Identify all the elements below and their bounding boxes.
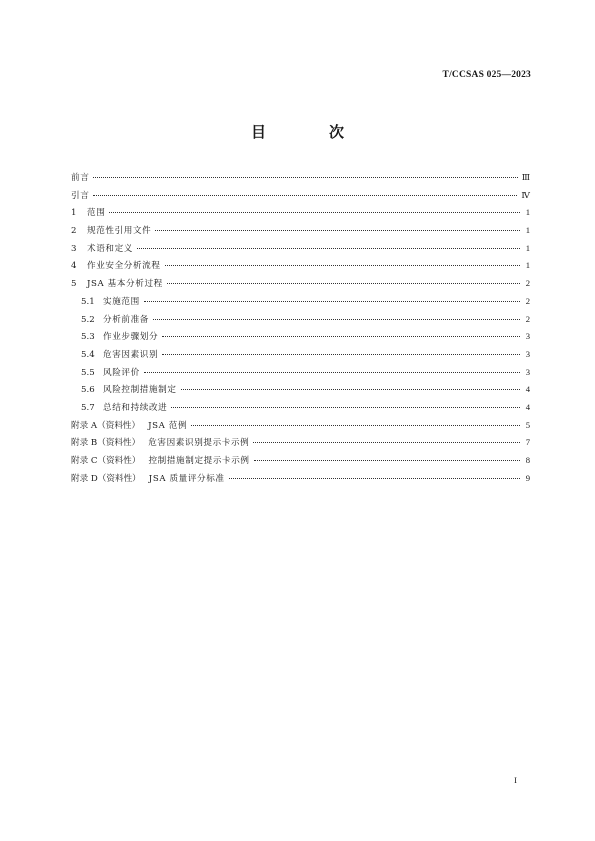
toc-leader-dots — [93, 195, 517, 196]
toc-entry-label: 危害因素识别提示卡示例 — [148, 438, 250, 449]
toc-entry-page: 1 — [525, 242, 530, 253]
table-of-contents — [71, 169, 530, 487]
toc-entry-foreword[interactable] — [71, 169, 530, 187]
toc-entry-3[interactable] — [71, 240, 530, 258]
toc-entry-appendix-a[interactable] — [71, 417, 530, 435]
toc-entry-appendix-d[interactable] — [71, 470, 530, 488]
toc-entry-label: JSA 质量评分标准 — [148, 473, 225, 484]
toc-leader-dots — [162, 354, 520, 355]
toc-entry-label: 分析前准备 — [103, 314, 149, 325]
toc-entry-5-6[interactable] — [71, 381, 530, 399]
toc-entry-5-7[interactable] — [71, 399, 530, 417]
toc-entry-number: 附录 C（资料性） — [71, 456, 141, 466]
toc-leader-dots — [144, 301, 520, 302]
page-number: I — [514, 775, 517, 785]
toc-entry-number: 附录 A（资料性） — [71, 420, 141, 431]
toc-entry-page: 9 — [525, 472, 530, 483]
toc-entry-label: 控制措施制定提示卡示例 — [148, 456, 250, 466]
toc-entry-number: 4 — [71, 261, 77, 272]
toc-entry-page: 1 — [525, 207, 530, 218]
toc-entry-number: 5.5 — [81, 367, 95, 378]
toc-leader-dots — [165, 265, 520, 266]
toc-entry-label: 规范性引用文件 — [87, 226, 152, 237]
toc-leader-dots — [162, 336, 520, 337]
toc-entry-label: 前言 — [71, 173, 90, 183]
toc-entry-5-1[interactable] — [71, 293, 530, 311]
toc-entry-page: 1 — [525, 260, 530, 271]
toc-entry-label: 风险控制措施制定 — [103, 385, 177, 396]
toc-entry-number: 1 — [71, 208, 77, 219]
toc-entry-number: 附录 B（资料性） — [71, 438, 141, 449]
toc-leader-dots — [155, 230, 520, 231]
toc-leader-dots — [144, 372, 520, 373]
toc-entry-page: 3 — [525, 331, 530, 342]
toc-entry-page: 3 — [525, 366, 530, 377]
toc-leader-dots — [253, 442, 520, 443]
toc-entry-page: 1 — [525, 225, 530, 236]
toc-entry-label: 风险评价 — [103, 367, 140, 378]
standard-code: T/CCSAS 025—2023 — [442, 70, 531, 80]
toc-entry-4[interactable] — [71, 257, 530, 275]
toc-entry-number: 5.1 — [81, 296, 95, 307]
toc-entry-number: 5.3 — [81, 332, 95, 343]
toc-entry-label: 危害因素识别 — [103, 349, 159, 360]
toc-entry-number: 5.2 — [81, 314, 95, 325]
toc-leader-dots — [191, 425, 520, 426]
toc-entry-page: 2 — [525, 295, 530, 306]
toc-entry-number: 5.4 — [81, 349, 95, 360]
toc-entry-1[interactable] — [71, 204, 530, 222]
toc-leader-dots — [229, 478, 520, 479]
toc-leader-dots — [153, 319, 520, 320]
toc-entry-appendix-c[interactable] — [71, 452, 530, 470]
toc-leader-dots — [167, 283, 520, 284]
toc-entry-introduction[interactable] — [71, 187, 530, 205]
toc-entry-5-5[interactable] — [71, 364, 530, 382]
toc-entry-5-4[interactable] — [71, 346, 530, 364]
toc-entry-number: 附录 D（资料性） — [71, 473, 141, 484]
toc-entry-number: 2 — [71, 226, 77, 237]
toc-leader-dots — [171, 407, 520, 408]
toc-entry-appendix-b[interactable] — [71, 434, 530, 452]
toc-entry-label: 作业安全分析流程 — [87, 261, 161, 272]
toc-entry-number: 5 — [71, 279, 77, 290]
toc-leader-dots — [137, 248, 520, 249]
toc-entry-page: Ⅲ — [521, 172, 530, 182]
toc-entry-label: 范围 — [87, 208, 106, 219]
toc-entry-page: 5 — [525, 419, 530, 430]
toc-entry-label: 引言 — [71, 190, 90, 201]
toc-entry-label: 作业步骤划分 — [103, 332, 159, 343]
toc-entry-page: 8 — [525, 455, 530, 465]
toc-entry-number: 3 — [71, 243, 77, 254]
toc-entry-label: 总结和持续改进 — [103, 402, 168, 413]
toc-entry-label: 实施范围 — [103, 296, 140, 307]
toc-entry-page: 2 — [525, 278, 530, 289]
toc-entry-2[interactable] — [71, 222, 530, 240]
toc-entry-5[interactable] — [71, 275, 530, 293]
toc-entry-5-2[interactable] — [71, 311, 530, 329]
toc-entry-5-3[interactable] — [71, 328, 530, 346]
toc-leader-dots — [181, 389, 520, 390]
toc-entry-label: JSA 范例 — [148, 420, 188, 431]
toc-entry-page: 3 — [525, 348, 530, 359]
toc-entry-page: 7 — [525, 437, 530, 448]
toc-entry-label: 术语和定义 — [87, 243, 133, 254]
toc-leader-dots — [109, 212, 520, 213]
toc-entry-label: JSA 基本分析过程 — [87, 279, 163, 290]
toc-entry-page: 4 — [525, 401, 530, 412]
toc-leader-dots — [93, 177, 517, 178]
toc-entry-page: 2 — [525, 313, 530, 324]
toc-title: 目 次 — [250, 123, 368, 141]
toc-entry-number: 5.6 — [81, 385, 95, 396]
toc-leader-dots — [254, 460, 520, 461]
toc-entry-page: 4 — [525, 384, 530, 395]
toc-entry-page: Ⅳ — [521, 189, 530, 200]
toc-entry-number: 5.7 — [81, 402, 95, 413]
